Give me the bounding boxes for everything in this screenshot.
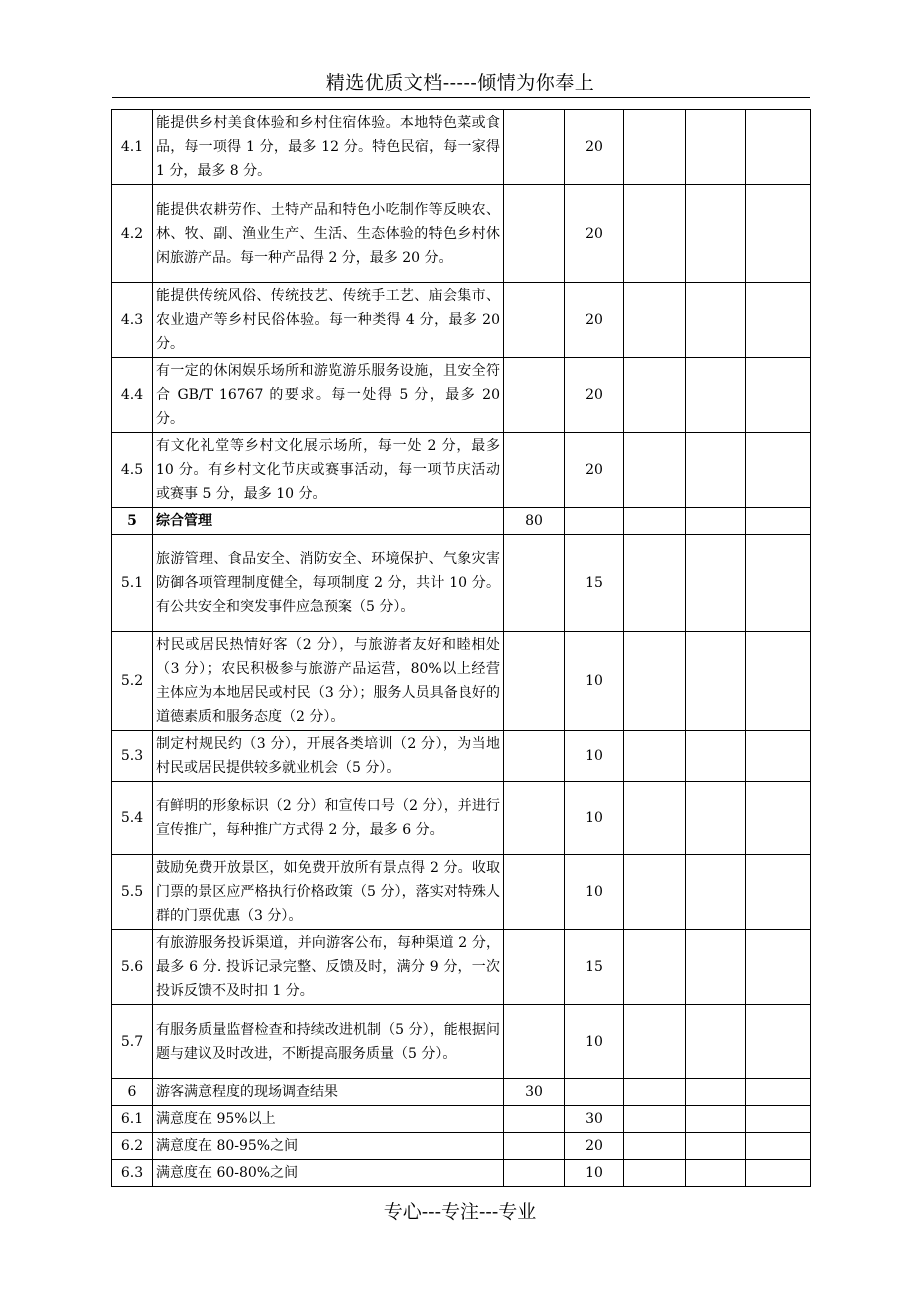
blank-cell [624,1160,686,1187]
table-row [112,1005,811,1079]
blank-cell [686,433,746,508]
blank-cell [746,110,811,185]
blank-cell [624,930,686,1005]
total-score-cell [504,782,565,855]
item-score-cell: 10 [565,855,624,930]
item-number-cell: 6 [112,1079,153,1106]
blank-cell [686,632,746,731]
item-score-cell: 20 [565,358,624,433]
table-row [112,1106,811,1133]
item-number-cell: 4.4 [112,358,153,433]
total-score-cell [504,110,565,185]
blank-cell [686,855,746,930]
blank-cell [624,632,686,731]
item-score-cell: 10 [565,731,624,782]
total-score-cell [504,535,565,632]
total-score-cell [504,731,565,782]
total-score-cell [504,185,565,283]
total-score-cell [504,1005,565,1079]
item-number-cell: 5.6 [112,930,153,1005]
item-score-cell: 20 [565,185,624,283]
blank-cell [746,632,811,731]
blank-cell [686,731,746,782]
total-score-cell: 30 [504,1079,565,1106]
scoring-table [111,109,811,1187]
table-row [112,632,811,731]
blank-cell [746,185,811,283]
table-row [112,855,811,930]
table-row [112,1133,811,1160]
criteria-text-cell: 游客满意程度的现场调查结果 [153,1079,504,1106]
blank-cell [624,855,686,930]
criteria-text-cell: 满意度在 60-80%之间 [153,1160,504,1187]
total-score-cell [504,283,565,358]
blank-cell [686,782,746,855]
table-row [112,185,811,283]
criteria-text-cell: 旅游管理、食品安全、消防安全、环境保护、气象灾害防御各项管理制度健全，每项制度 2 分，共计 10 分。有公共安全和突发事件应急预案（5 分）。 [153,535,504,632]
item-number-cell: 5.2 [112,632,153,731]
table-row [112,283,811,358]
item-number-cell: 6.2 [112,1133,153,1160]
blank-cell [746,782,811,855]
item-score-cell: 10 [565,1160,624,1187]
item-score-cell: 15 [565,930,624,1005]
blank-cell [746,1160,811,1187]
blank-cell [624,508,686,535]
blank-cell [686,508,746,535]
blank-cell [624,185,686,283]
item-score-cell [565,1079,624,1106]
blank-cell [686,930,746,1005]
criteria-text-cell: 村民或居民热情好客（2 分），与旅游者友好和睦相处（3 分）；农民积极参与旅游产品运营，80%以上经营主体应为本地居民或村民（3 分）；服务人员具备良好的道德素质和服务态度（2 分）。 [153,632,504,731]
blank-cell [624,110,686,185]
blank-cell [686,1005,746,1079]
total-score-cell [504,1106,565,1133]
criteria-text-cell: 有旅游服务投诉渠道，并向游客公布，每种渠道 2 分，最多 6 分. 投诉记录完整、反馈及时，满分 9 分，一次投诉反馈不及时扣 1 分。 [153,930,504,1005]
table-row [112,535,811,632]
table-row [112,358,811,433]
blank-cell [624,731,686,782]
blank-cell [686,185,746,283]
item-number-cell: 6.3 [112,1160,153,1187]
blank-cell [686,1079,746,1106]
page-footer: 专心---专注---专业 [383,1201,537,1223]
blank-cell [746,855,811,930]
header-divider [112,97,810,98]
total-score-cell [504,632,565,731]
table-row [112,731,811,782]
total-score-cell [504,358,565,433]
table-row [112,110,811,185]
criteria-text-cell: 有鲜明的形象标识（2 分）和宣传口号（2 分），并进行宣传推广，每种推广方式得 2 分，最多 6 分。 [153,782,504,855]
item-number-cell: 5.7 [112,1005,153,1079]
criteria-text-cell: 满意度在 80-95%之间 [153,1133,504,1160]
total-score-cell [504,433,565,508]
item-number-cell: 4.1 [112,110,153,185]
total-score-cell: 80 [504,508,565,535]
criteria-text-cell: 有一定的休闲娱乐场所和游览游乐服务设施，且安全符合 GB/T 16767 的要求。每一处得 5 分，最多 20 分。 [153,358,504,433]
total-score-cell [504,1160,565,1187]
item-number-cell: 4.3 [112,283,153,358]
blank-cell [746,283,811,358]
item-score-cell: 10 [565,632,624,731]
item-number-cell: 5.3 [112,731,153,782]
item-score-cell: 10 [565,782,624,855]
table-row [112,782,811,855]
blank-cell [686,535,746,632]
table-row [112,508,811,535]
blank-cell [624,1106,686,1133]
blank-cell [624,1005,686,1079]
blank-cell [746,1079,811,1106]
blank-cell [746,731,811,782]
blank-cell [624,433,686,508]
blank-cell [686,1133,746,1160]
total-score-cell [504,855,565,930]
criteria-text-cell: 满意度在 95%以上 [153,1106,504,1133]
item-score-cell: 20 [565,433,624,508]
criteria-text-cell: 制定村规民约（3 分），开展各类培训（2 分），为当地村民或居民提供较多就业机会（5 分）。 [153,731,504,782]
blank-cell [746,508,811,535]
item-number-cell: 6.1 [112,1106,153,1133]
blank-cell [746,1133,811,1160]
blank-cell [746,930,811,1005]
item-score-cell: 15 [565,535,624,632]
blank-cell [624,358,686,433]
total-score-cell [504,1133,565,1160]
item-number-cell: 4.5 [112,433,153,508]
item-number-cell: 4.2 [112,185,153,283]
blank-cell [624,535,686,632]
item-score-cell: 20 [565,283,624,358]
item-score-cell: 20 [565,1133,624,1160]
criteria-text-cell: 有文化礼堂等乡村文化展示场所，每一处 2 分，最多 10 分。有乡村文化节庆或赛事活动，每一项节庆活动或赛事 5 分，最多 10 分。 [153,433,504,508]
criteria-text-cell: 能提供传统风俗、传统技艺、传统手工艺、庙会集市、农业遗产等乡村民俗体验。每一种类得 4 分，最多 20 分。 [153,283,504,358]
table-row [112,433,811,508]
item-score-cell [565,508,624,535]
item-number-cell: 5.5 [112,855,153,930]
item-score-cell: 30 [565,1106,624,1133]
blank-cell [746,358,811,433]
criteria-text-cell: 能提供乡村美食体验和乡村住宿体验。本地特色菜或食品，每一项得 1 分，最多 12 分。特色民宿，每一家得 1 分，最多 8 分。 [153,110,504,185]
item-score-cell: 10 [565,1005,624,1079]
blank-cell [686,1160,746,1187]
blank-cell [686,358,746,433]
blank-cell [746,1005,811,1079]
item-number-cell: 5.1 [112,535,153,632]
blank-cell [746,535,811,632]
blank-cell [746,1106,811,1133]
criteria-text-cell: 有服务质量监督检查和持续改进机制（5 分），能根据问题与建议及时改进，不断提高服务质量（5 分）。 [153,1005,504,1079]
blank-cell [686,283,746,358]
item-score-cell: 20 [565,110,624,185]
item-number-cell: 5.4 [112,782,153,855]
blank-cell [686,110,746,185]
blank-cell [624,1133,686,1160]
item-number-cell: 5 [112,508,153,535]
blank-cell [746,433,811,508]
total-score-cell [504,930,565,1005]
page-header: 精选优质文档-----倾情为你奉上 [325,72,595,94]
blank-cell [624,1079,686,1106]
table-row [112,1160,811,1187]
blank-cell [686,1106,746,1133]
blank-cell [624,283,686,358]
table-row [112,930,811,1005]
blank-cell [624,782,686,855]
criteria-text-cell: 综合管理 [153,508,504,535]
criteria-text-cell: 鼓励免费开放景区，如免费开放所有景点得 2 分。收取门票的景区应严格执行价格政策（5 分），落实对特殊人群的门票优惠（3 分）。 [153,855,504,930]
criteria-text-cell: 能提供农耕劳作、土特产品和特色小吃制作等反映农、林、牧、副、渔业生产、生活、生态体验的特色乡村休闲旅游产品。每一种产品得 2 分，最多 20 分。 [153,185,504,283]
table-row [112,1079,811,1106]
